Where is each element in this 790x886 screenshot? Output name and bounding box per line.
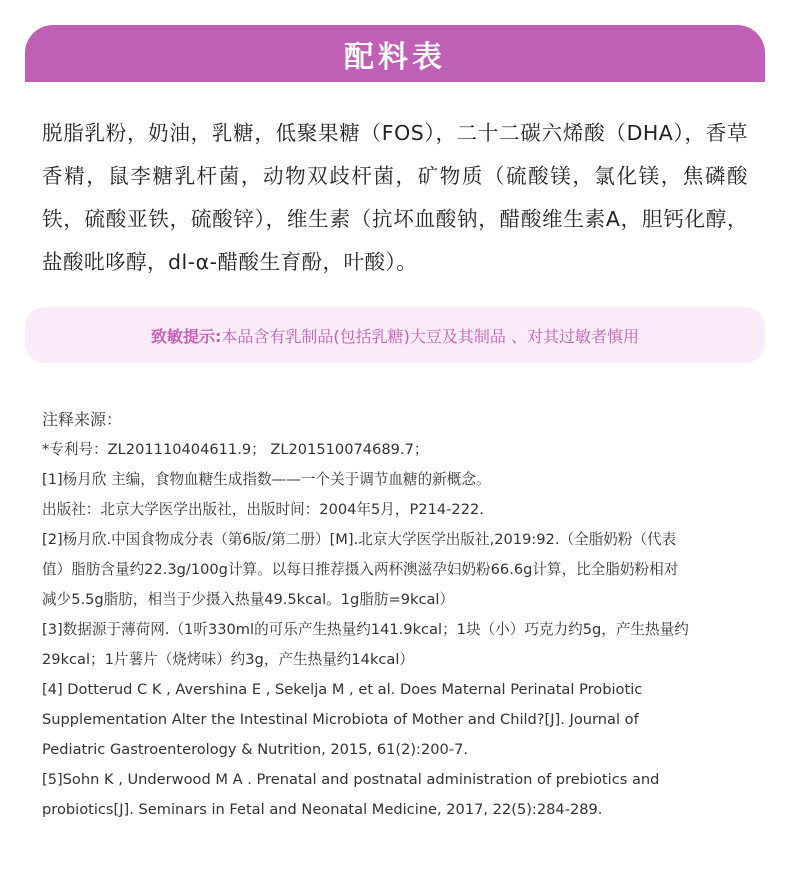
reference-line: [4] Dotterud C K , Avershina E , Sekelja M , et al. Does Maternal Perinatal Probiotic (42, 681, 643, 698)
reference-line: 减少5.5g脂肪，相当于少摄入热量49.5kcal。1g脂肪=9kcal） (42, 591, 455, 608)
header-banner (25, 25, 765, 82)
references-section (42, 407, 757, 825)
references-heading: 注释来源： (42, 410, 123, 429)
reference-line: [2]杨月欣.中国食物成分表（第6版/第二册）[M].北京大学医学出版社,2019:92.（全脂奶粉（代表 (42, 531, 677, 548)
allergy-label: 致敏提示: (151, 326, 222, 346)
reference-line: *专利号：ZL201110404611.9； ZL201510074689.7； (42, 441, 429, 458)
reference-line: Pediatric Gastroenterology & Nutrition, 2015, 61(2):200-7. (42, 741, 469, 758)
reference-line: [1]杨月欣 主编，食物血糖生成指数——一个关于调节血糖的新概念。 (42, 471, 491, 488)
allergy-notice (25, 307, 765, 363)
reference-line: Supplementation Alter the Intestinal Microbiota of Mother and Child?[J]. Journal of (42, 711, 639, 728)
allergy-text: 本品含有乳制品(包括乳糖)大豆及其制品 、对其过敏者慎用 (221, 326, 639, 346)
reference-line: [5]Sohn K , Underwood M A . Prenatal and postnatal administration of prebiotics and (42, 771, 660, 788)
reference-line: 值）脂肪含量约22.3g/100g计算。以每日推荐摄入两杯澳滋孕妇奶粉66.6g计算，比全脂奶粉相对 (42, 561, 679, 578)
ingredients-paragraph: 脱脂乳粉，奶油，乳糖，低聚果糖（FOS），二十二碳六烯酸（DHA），香草香精，鼠李糖乳杆菌，动物双歧杆菌，矿物质（硫酸镁，氯化镁，焦磷酸铁，硫酸亚铁，硫酸锌），维生素（抗坏血酸钠，醋酸维生素A，胆钙化醇，盐酸吡哆醇，dl-α-醋酸生育酚，叶酸）。 (42, 121, 748, 274)
reference-line: probiotics[J]. Seminars in Fetal and Neonatal Medicine, 2017, 22(5):284-289. (42, 801, 603, 818)
reference-line: 29kcal；1片薯片（烧烤味）约3g，产生热量约14kcal） (42, 651, 415, 668)
page-title: 配料表 (344, 39, 446, 75)
reference-line: 出版社：北京大学医学出版社，出版时间：2004年5月，P214-222. (42, 501, 484, 518)
reference-line: [3]数据源于薄荷网.（1听330ml的可乐产生热量约141.9kcal；1块（小）巧克力约5g，产生热量约 (42, 621, 689, 638)
